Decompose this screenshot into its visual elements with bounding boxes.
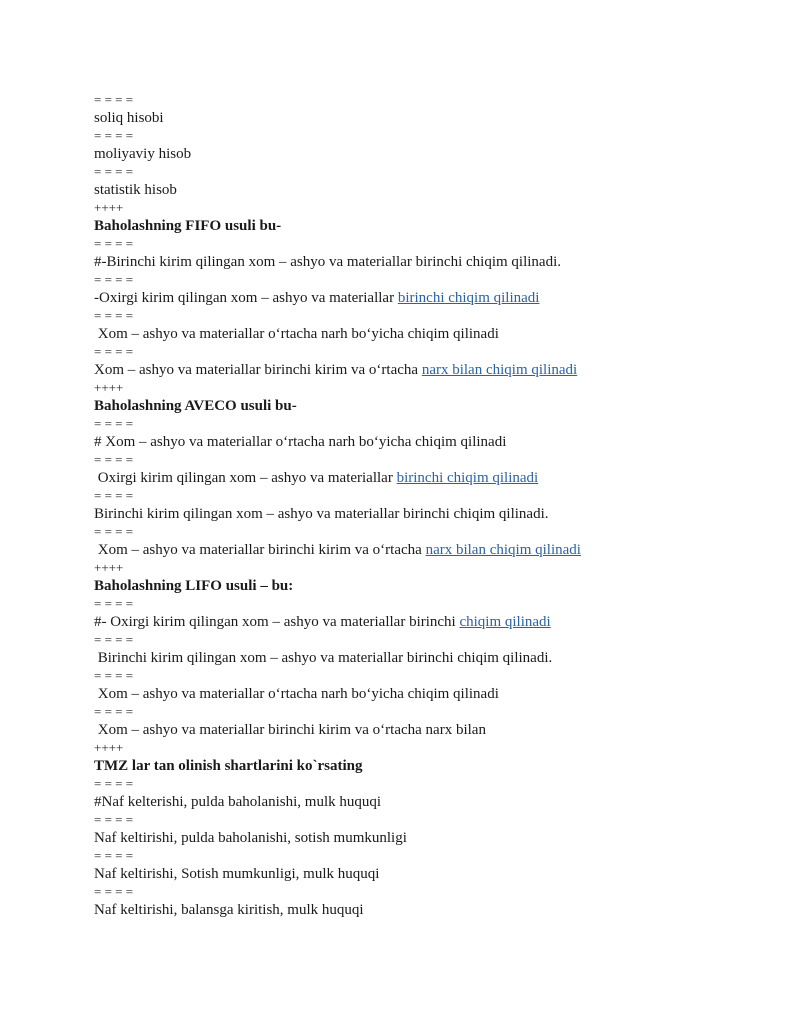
answer-line [94, 862, 774, 886]
line-text: ++++ [94, 740, 124, 755]
separator-line [94, 94, 774, 106]
separator-line [94, 418, 774, 430]
answer-line [94, 106, 774, 130]
line-text: Xom – ashyo va materiallar o‘rtacha narh bo‘yicha chiqim qilinadi [94, 686, 499, 702]
answer-line [94, 502, 774, 526]
answer-line [94, 538, 774, 562]
answer-line [94, 610, 774, 634]
answer-line [94, 718, 774, 742]
separator-line [94, 742, 774, 754]
document-page [94, 94, 774, 922]
separator-line [94, 202, 774, 214]
hyperlink-text[interactable]: narx bilan chiqim qilinadi [425, 542, 581, 558]
line-text: Xom – ashyo va materiallar birinchi kirim va o‘rtacha [94, 362, 422, 378]
separator-line [94, 814, 774, 826]
line-text: = = = = [94, 92, 134, 107]
line-text: # Xom – ashyo va materiallar o‘rtacha narh bo‘yicha chiqim qilinadi [94, 434, 507, 450]
line-text: Naf keltirishi, balansga kiritish, mulk huquqi [94, 902, 364, 918]
separator-line [94, 562, 774, 574]
line-text: Xom – ashyo va materiallar birinchi kirim va o‘rtacha narx bilan [94, 722, 486, 738]
answer-line [94, 898, 774, 922]
answer-line [94, 790, 774, 814]
separator-line [94, 166, 774, 178]
separator-line [94, 886, 774, 898]
line-text: = = = = [94, 668, 134, 683]
hyperlink-text[interactable]: narx bilan chiqim qilinadi [421, 362, 578, 378]
separator-line [94, 778, 774, 790]
question-heading [94, 754, 774, 778]
line-text: = = = = [94, 812, 134, 827]
line-text: Birinchi kirim qilingan xom – ashyo va materiallar birinchi chiqim qilinadi. [94, 650, 553, 666]
separator-line [94, 346, 774, 358]
line-text: ++++ [94, 560, 124, 575]
question-heading [94, 574, 774, 598]
answer-line [94, 646, 774, 670]
separator-line [94, 670, 774, 682]
answer-line [94, 142, 774, 166]
line-text: Baholashning AVECO usuli bu- [94, 398, 297, 414]
line-text: TMZ lar tan olinish shartlarini ko`rsating [94, 758, 363, 774]
line-text: = = = = [94, 308, 134, 323]
separator-line [94, 706, 774, 718]
separator-line [94, 526, 774, 538]
line-text: Naf keltirishi, Sotish mumkunligi, mulk huquqi [94, 866, 380, 882]
answer-line [94, 682, 774, 706]
line-text: = = = = [94, 632, 134, 647]
line-text: ++++ [94, 380, 124, 395]
line-text: Xom – ashyo va materiallar o‘rtacha narh bo‘yicha chiqim qilinadi [94, 326, 499, 342]
line-text: = = = = [94, 452, 134, 467]
separator-line [94, 238, 774, 250]
line-text: = = = = [94, 272, 134, 287]
line-text: = = = = [94, 128, 134, 143]
separator-line [94, 634, 774, 646]
line-text: #- Oxirgi kirim qilingan xom – ashyo va materiallar birinchi [94, 614, 460, 630]
line-text: ++++ [94, 200, 124, 215]
line-text: soliq hisobi [94, 110, 164, 126]
question-heading [94, 214, 774, 238]
line-text: #Naf kelterishi, pulda baholanishi, mulk huquqi [94, 794, 382, 810]
separator-line [94, 490, 774, 502]
line-text: Birinchi kirim qilingan xom – ashyo va materiallar birinchi chiqim qilinadi. [94, 506, 549, 522]
separator-line [94, 382, 774, 394]
separator-line [94, 310, 774, 322]
answer-line [94, 430, 774, 454]
separator-line [94, 598, 774, 610]
question-heading [94, 394, 774, 418]
separator-line [94, 850, 774, 862]
line-text: Xom – ashyo va materiallar birinchi kirim va o‘rtacha [94, 542, 426, 558]
line-text: = = = = [94, 524, 134, 539]
answer-line [94, 826, 774, 850]
line-text: = = = = [94, 848, 134, 863]
answer-line [94, 250, 774, 274]
line-text: Baholashning LIFO usuli – bu: [94, 578, 294, 594]
hyperlink-text[interactable]: chiqim qilinadi [459, 614, 551, 630]
answer-line [94, 286, 774, 310]
line-text: = = = = [94, 344, 134, 359]
line-text: = = = = [94, 596, 134, 611]
line-text: = = = = [94, 416, 134, 431]
line-text: Naf keltirishi, pulda baholanishi, sotish mumkunligi [94, 830, 407, 846]
separator-line [94, 454, 774, 466]
answer-line [94, 178, 774, 202]
separator-line [94, 130, 774, 142]
line-text: = = = = [94, 164, 134, 179]
answer-line [94, 466, 774, 490]
line-text: = = = = [94, 704, 134, 719]
line-text: moliyaviy hisob [94, 146, 192, 162]
line-text: statistik hisob [94, 182, 177, 198]
line-text: Oxirgi kirim qilingan xom – ashyo va materiallar [94, 470, 397, 486]
line-text: = = = = [94, 488, 134, 503]
answer-line [94, 358, 774, 382]
line-text: = = = = [94, 884, 134, 899]
hyperlink-text[interactable]: birinchi chiqim qilinadi [396, 470, 539, 486]
line-text: Baholashning FIFO usuli bu- [94, 218, 282, 234]
answer-line [94, 322, 774, 346]
line-text: = = = = [94, 776, 134, 791]
hyperlink-text[interactable]: birinchi chiqim qilinadi [397, 290, 540, 306]
separator-line [94, 274, 774, 286]
line-text: #-Birinchi kirim qilingan xom – ashyo va materiallar birinchi chiqim qilinadi. [94, 254, 561, 270]
line-text: -Oxirgi kirim qilingan xom – ashyo va materiallar [94, 290, 398, 306]
line-text: = = = = [94, 236, 134, 251]
